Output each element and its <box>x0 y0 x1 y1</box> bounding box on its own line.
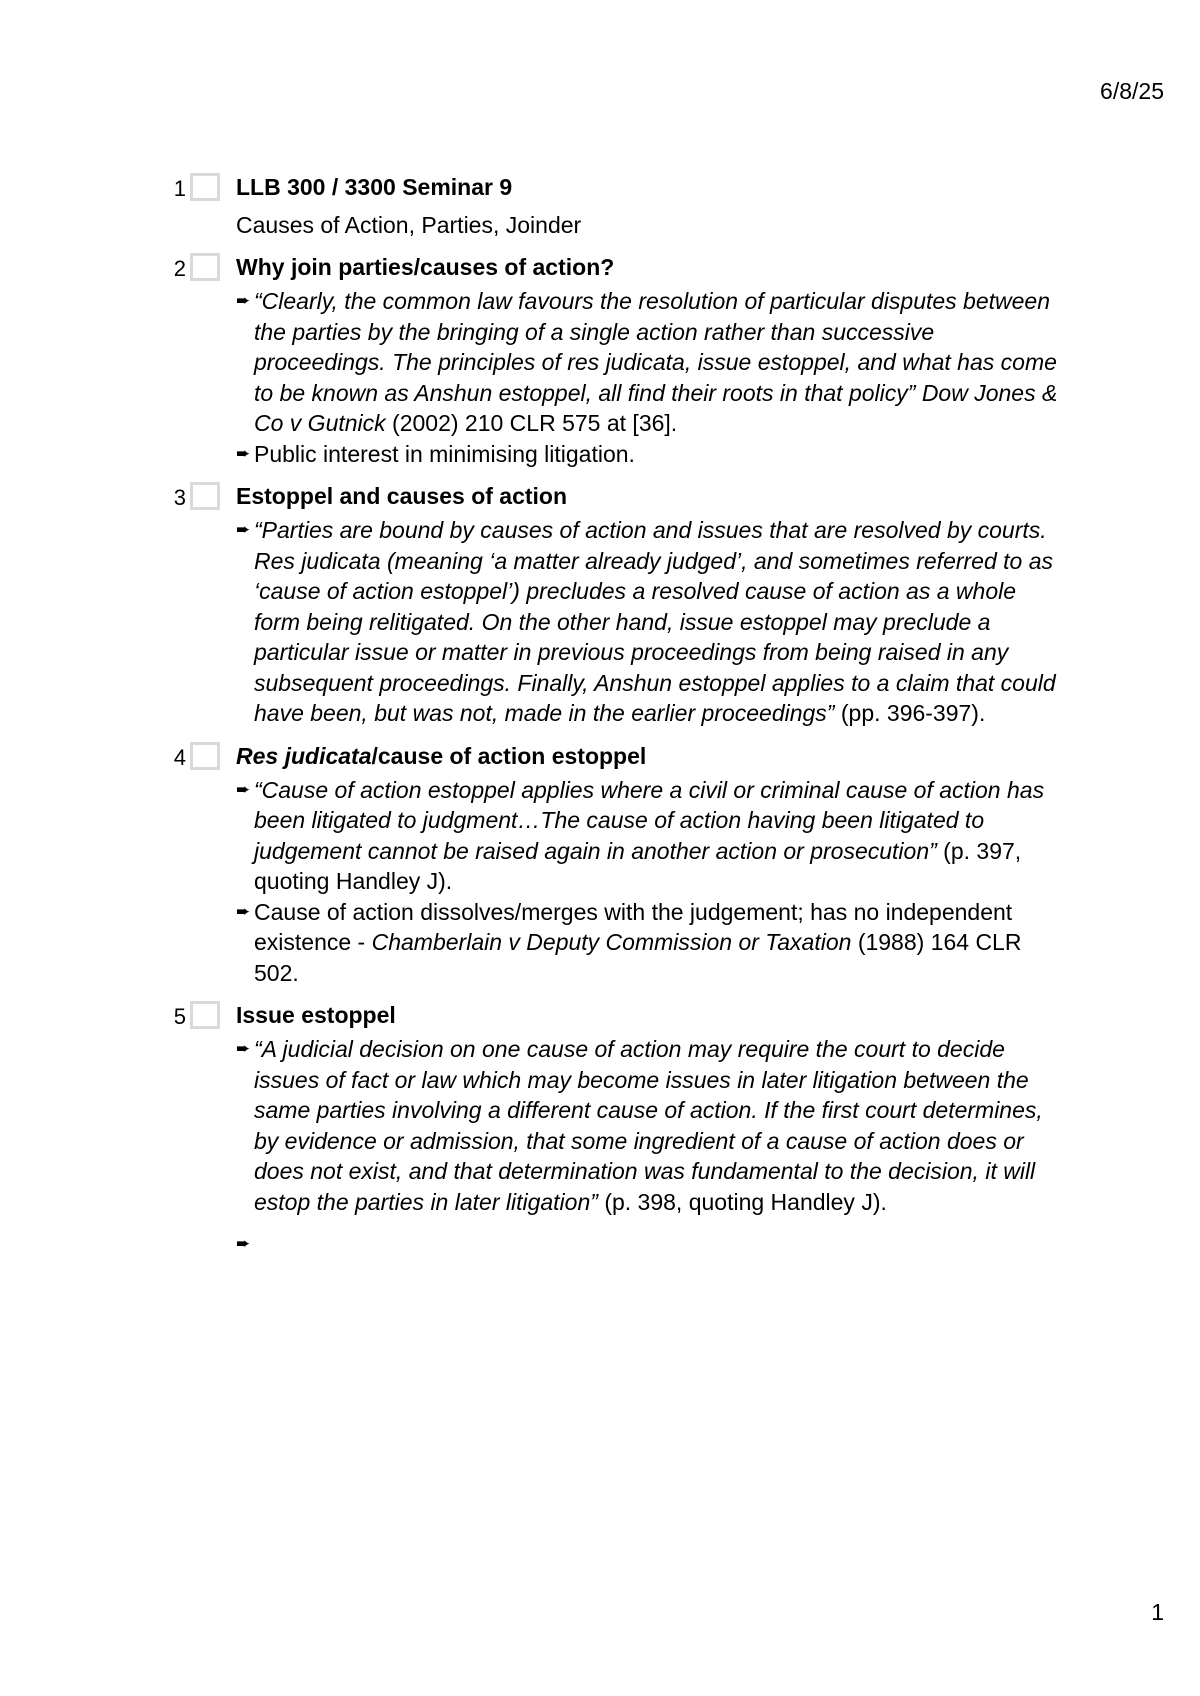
slide-title: Issue estoppel <box>236 1002 396 1028</box>
slide-number: 4 <box>173 744 186 770</box>
slide-title: Why join parties/causes of action? <box>236 254 615 280</box>
quote-text: “Parties are bound by causes of action and issues that are resolved by courts. Res judicata (meaning ‘a matter already judged’, and sometimes referred to as ‘cause of action estoppel’) precludes a resolved cause of action as a whole form being relitigated. On the other hand, issue estoppel may preclude a particular issue or matter in previous proceedings from being raised in any subsequent proceedings. Finally, Anshun estoppel applies to a claim that could have been, but was not, made in the earlier proceedings” <box>254 517 1056 726</box>
bullet-text: Cause of action dissolves/merges with the judgement; has no independent existence - <box>254 898 1013 955</box>
slide-subtitle: Causes of Action, Parties, Joinder <box>236 212 582 238</box>
slide-4 <box>168 741 1068 989</box>
slide-thumbnail-icon <box>190 253 220 281</box>
slide-title-rest: /cause of action estoppel <box>371 742 647 769</box>
bullet-item <box>236 439 1068 470</box>
right-arrow-icon: ➨ <box>236 291 251 310</box>
slide-title: Estoppel and causes of action <box>236 483 568 509</box>
right-arrow-icon: ➨ <box>236 901 251 921</box>
slide-thumbnail-icon <box>190 482 220 510</box>
bullet-item <box>236 897 1068 989</box>
citation-reference: (p. 397, quoting Handley J). <box>254 837 1022 894</box>
right-arrow-icon: ➨ <box>236 1039 251 1058</box>
quote-text: “Clearly, the common law favours the resolution of particular disputes between the parties by the bringing of a single action rather than successive proceedings. The principles of res judicata, issue estoppel, and what has come to be known as Anshun estoppel, all find their roots in that policy” <box>254 288 1057 406</box>
slide-5 <box>168 1000 1068 1260</box>
slide-1 <box>168 172 1068 240</box>
citation-reference: (1988) 164 CLR 502. <box>254 929 1022 986</box>
slide-number: 1 <box>173 176 186 201</box>
bullet-item <box>236 515 1068 729</box>
citation-reference: (p. 398, quoting Handley J). <box>604 1188 887 1215</box>
slide-number: 2 <box>173 256 186 281</box>
right-arrow-icon: ➨ <box>236 443 251 463</box>
quote-text: “A judicial decision on one cause of action may require the court to decide issues of fact or law which may become issues in later litigation between the same parties involving a different cause of action. If the first court determines, by evidence or admission, that some ingredient of a cause of action does or does not exist, and that determination was fundamental to the decision, it will estop the parties in later litigation” <box>254 1036 1043 1215</box>
bullet-item <box>236 1034 1068 1217</box>
citation-case: Dow Jones & Co v Gutnick <box>254 379 1058 436</box>
slide-number: 3 <box>173 485 186 510</box>
bullet-item <box>236 286 1068 439</box>
slide-number: 5 <box>173 1004 186 1029</box>
slide-list <box>168 172 1068 1272</box>
slide-title <box>236 741 1068 771</box>
right-arrow-icon: ➨ <box>236 520 251 539</box>
slide-thumbnail-icon <box>190 1001 220 1029</box>
slide-thumbnail-icon <box>190 742 220 770</box>
bullet-item <box>236 1229 1068 1260</box>
page-date: 6/8/25 <box>1100 78 1164 104</box>
slide-2 <box>168 252 1068 469</box>
bullet-text: Public interest in minimising litigation. <box>254 440 635 467</box>
page-number: 1 <box>1151 1599 1164 1625</box>
citation-case: Chamberlain v Deputy Commission or Taxation <box>371 929 852 955</box>
right-arrow-icon: ➨ <box>236 779 251 799</box>
citation-reference: (pp. 396-397). <box>840 700 986 726</box>
slide-thumbnail-icon <box>190 173 220 201</box>
slide-title: LLB 300 / 3300 Seminar 9 <box>236 174 513 200</box>
right-arrow-icon: ➨ <box>236 1234 251 1253</box>
slide-3 <box>168 481 1068 729</box>
bullet-item <box>236 775 1068 897</box>
quote-text: “Cause of action estoppel applies where a civil or criminal cause of action has been litigated to judgment…The cause of action having been litigated to judgement cannot be raised again in another action or prosecution” <box>254 776 1045 864</box>
citation-reference: (2002) 210 CLR 575 at [36]. <box>392 410 678 436</box>
slide-title-italic: Res judicata <box>236 742 372 769</box>
